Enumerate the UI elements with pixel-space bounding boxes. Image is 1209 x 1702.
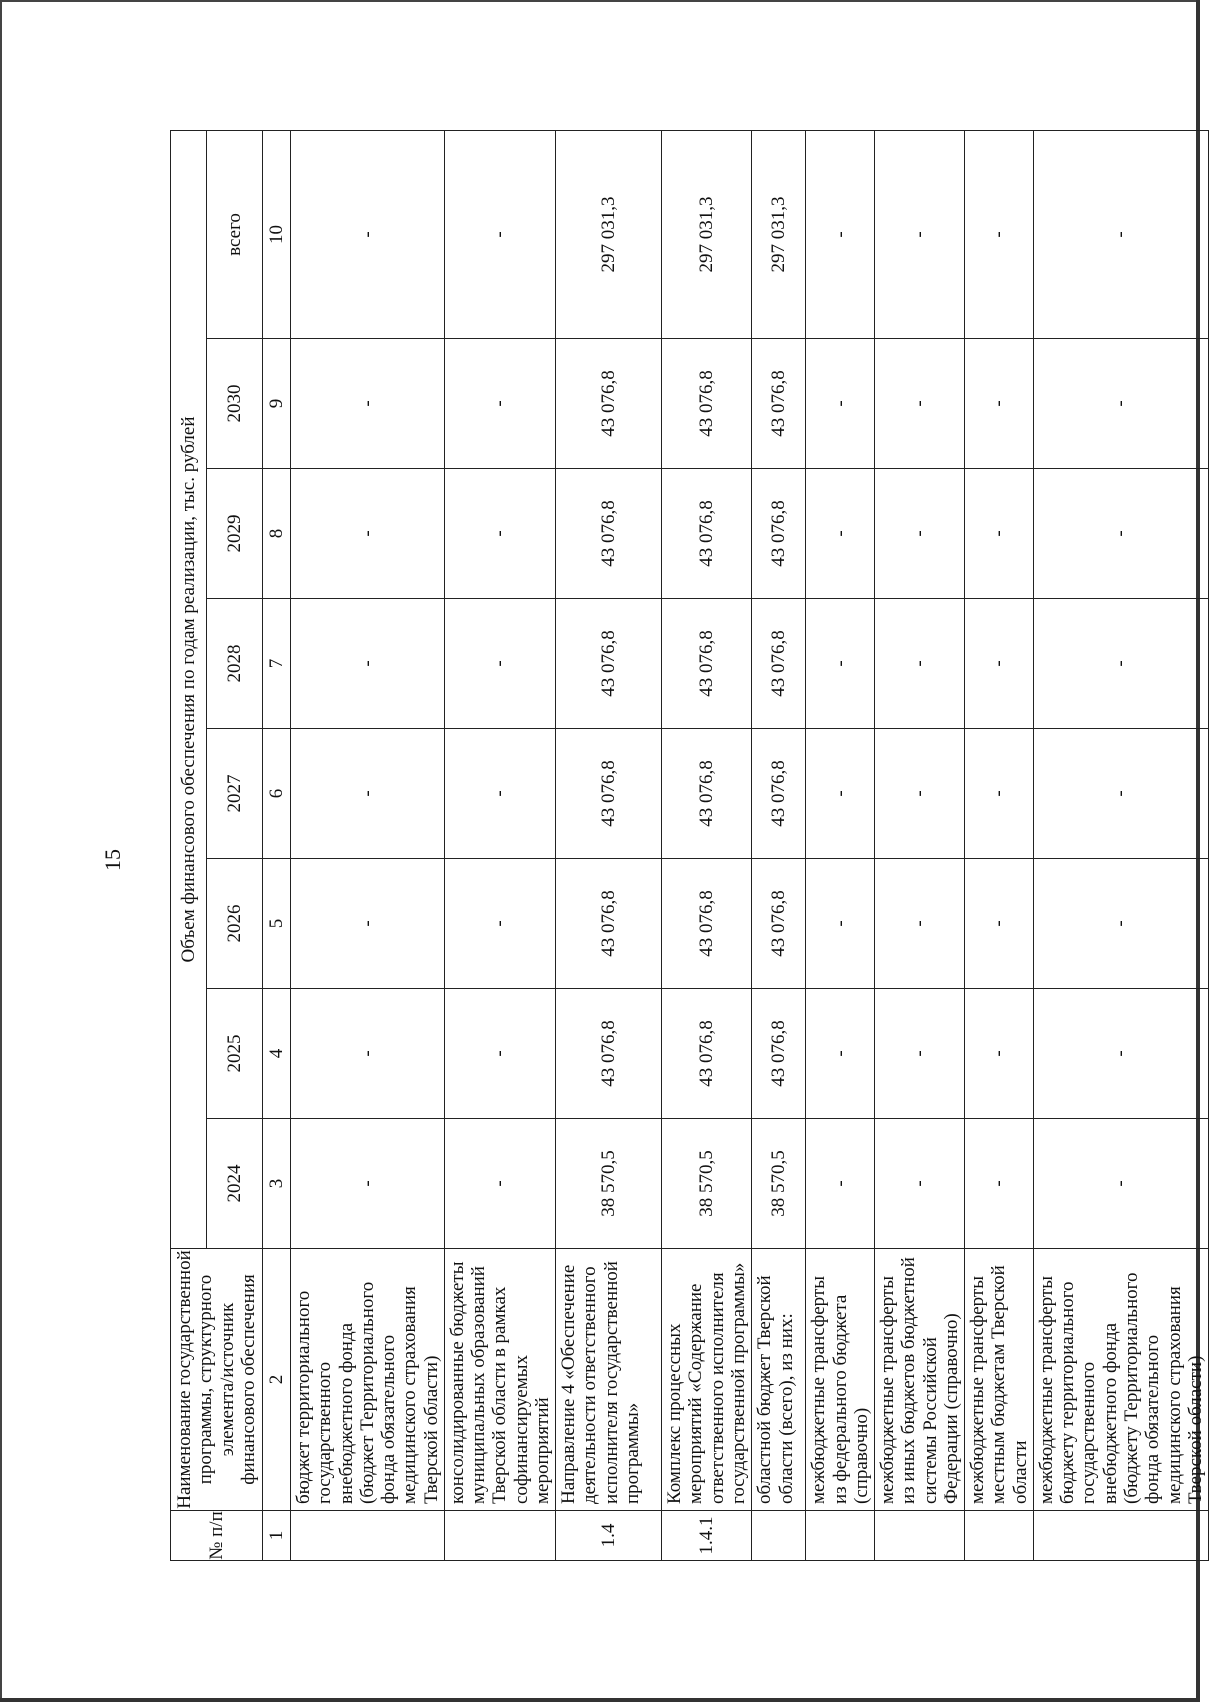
value-cell: 38 570,5	[752, 1119, 806, 1249]
value-cell: -	[965, 859, 1034, 989]
row-name: межбюджетные трансферты местным бюджетам Тверской области	[965, 1249, 1034, 1511]
row-number	[444, 1511, 555, 1561]
value-cell: 43 076,8	[752, 339, 806, 469]
row-name: межбюджетные трансферты из иных бюджетов бюджетной системы Российской Федерации (справочно)	[875, 1249, 965, 1511]
value-cell: 43 076,8	[662, 729, 752, 859]
table-row	[662, 130, 752, 1560]
column-number: 6	[263, 729, 291, 859]
value-cell: 43 076,8	[556, 599, 662, 729]
value-cell: 43 076,8	[662, 599, 752, 729]
value-cell: -	[444, 729, 555, 859]
row-number	[752, 1511, 806, 1561]
value-cell: -	[291, 859, 445, 989]
value-cell: 43 076,8	[556, 989, 662, 1119]
row-name: бюджет территориального государственного внебюджетного фонда (бюджет Территориального фонда обязательного медицинского страхования Тверской области)	[291, 1249, 445, 1511]
table-row	[1033, 130, 1208, 1560]
header-year-2030: 2030	[207, 339, 263, 469]
financing-table-rotated	[170, 131, 1206, 1561]
value-cell: -	[291, 339, 445, 469]
row-name: межбюджетные трансферты из федерального бюджета (справочно)	[806, 1249, 875, 1511]
page-border-left	[0, 0, 2, 1702]
column-number: 3	[263, 1119, 291, 1249]
value-cell: -	[875, 469, 965, 599]
column-number: 4	[263, 989, 291, 1119]
value-cell: -	[806, 469, 875, 599]
value-cell: 43 076,8	[752, 599, 806, 729]
value-cell: 43 076,8	[752, 989, 806, 1119]
value-cell: -	[444, 469, 555, 599]
header-total: всего	[207, 130, 263, 338]
value-cell: 43 076,8	[556, 859, 662, 989]
value-cell: -	[806, 1119, 875, 1249]
total-cell: 297 031,3	[556, 130, 662, 338]
value-cell: -	[965, 989, 1034, 1119]
header-year-2028: 2028	[207, 599, 263, 729]
row-number	[875, 1511, 965, 1561]
header-no: № п/п	[171, 1511, 263, 1561]
value-cell: -	[1033, 339, 1208, 469]
row-name: Комплекс процессных мероприятий «Содержание ответственного исполнителя государственной программы»	[662, 1249, 752, 1511]
row-name: консолидированные бюджеты муниципальных образований Тверской области в рамках софинансируемых мероприятий	[444, 1249, 555, 1511]
value-cell: -	[1033, 989, 1208, 1119]
value-cell: -	[875, 1119, 965, 1249]
value-cell: -	[444, 859, 555, 989]
column-number: 5	[263, 859, 291, 989]
value-cell: -	[444, 989, 555, 1119]
value-cell: -	[1033, 469, 1208, 599]
row-number	[806, 1511, 875, 1561]
header-year-2029: 2029	[207, 469, 263, 599]
value-cell: 43 076,8	[752, 469, 806, 599]
value-cell: -	[444, 599, 555, 729]
value-cell: -	[875, 729, 965, 859]
header-year-2026: 2026	[207, 859, 263, 989]
value-cell: 43 076,8	[556, 339, 662, 469]
row-number: 1.4	[556, 1511, 662, 1561]
financing-table	[170, 130, 1209, 1561]
value-cell: 38 570,5	[556, 1119, 662, 1249]
value-cell: -	[806, 859, 875, 989]
column-number: 8	[263, 469, 291, 599]
value-cell: -	[1033, 859, 1208, 989]
total-cell: -	[806, 130, 875, 338]
value-cell: -	[806, 339, 875, 469]
header-year-2024: 2024	[207, 1119, 263, 1249]
row-number	[291, 1511, 445, 1561]
total-cell: -	[875, 130, 965, 338]
value-cell: 43 076,8	[662, 469, 752, 599]
value-cell: -	[291, 1119, 445, 1249]
value-cell: -	[1033, 1119, 1208, 1249]
row-number	[965, 1511, 1034, 1561]
column-number: 7	[263, 599, 291, 729]
row-name: Направление 4 «Обеспечение деятельности ответственного исполнителя государственной программы»	[556, 1249, 662, 1511]
table-row	[875, 130, 965, 1560]
table-row	[752, 130, 806, 1560]
total-cell: -	[291, 130, 445, 338]
value-cell: -	[291, 599, 445, 729]
table-row	[556, 130, 662, 1560]
value-cell: 43 076,8	[752, 859, 806, 989]
column-number: 2	[263, 1249, 291, 1511]
header-year-2025: 2025	[207, 989, 263, 1119]
value-cell: -	[444, 1119, 555, 1249]
column-number: 1	[263, 1511, 291, 1561]
value-cell: -	[291, 469, 445, 599]
value-cell: 43 076,8	[752, 729, 806, 859]
page-border-bottom	[0, 1698, 1200, 1702]
column-number: 10	[263, 130, 291, 338]
table-row	[444, 130, 555, 1560]
value-cell: -	[965, 599, 1034, 729]
value-cell: -	[965, 469, 1034, 599]
value-cell: -	[875, 599, 965, 729]
header-name: Наименование государственной программы, структурного элемента/источник финансового обеспечения	[171, 1249, 263, 1511]
table-row	[965, 130, 1034, 1560]
value-cell: -	[965, 1119, 1034, 1249]
value-cell: 43 076,8	[662, 989, 752, 1119]
value-cell: -	[291, 729, 445, 859]
value-cell: -	[965, 729, 1034, 859]
value-cell: -	[806, 989, 875, 1119]
value-cell: -	[1033, 599, 1208, 729]
value-cell: -	[444, 339, 555, 469]
value-cell: 43 076,8	[662, 859, 752, 989]
column-number-row	[263, 130, 291, 1560]
total-cell: -	[1033, 130, 1208, 338]
value-cell: -	[806, 729, 875, 859]
table-row	[806, 130, 875, 1560]
value-cell: 43 076,8	[556, 729, 662, 859]
page-border-top	[0, 0, 1200, 2]
value-cell: -	[875, 859, 965, 989]
row-number	[1033, 1511, 1208, 1561]
value-cell: 43 076,8	[556, 469, 662, 599]
header-year-2027: 2027	[207, 729, 263, 859]
row-number: 1.4.1	[662, 1511, 752, 1561]
value-cell: 43 076,8	[662, 339, 752, 469]
value-cell: -	[875, 339, 965, 469]
value-cell: -	[1033, 729, 1208, 859]
value-cell: -	[806, 599, 875, 729]
table-row	[291, 130, 445, 1560]
row-name: межбюджетные трансферты бюджету территориального государственного внебюджетного фонда (бюджету Территориального фонда обязательного медицинского страхования Тверской области)	[1033, 1249, 1208, 1511]
total-cell: 297 031,3	[752, 130, 806, 338]
value-cell: -	[291, 989, 445, 1119]
page-number: 15	[100, 849, 125, 871]
row-name: областной бюджет Тверской области (всего), из них:	[752, 1249, 806, 1511]
value-cell: 38 570,5	[662, 1119, 752, 1249]
column-number: 9	[263, 339, 291, 469]
header-volume: Объем финансового обеспечения по годам реализации, тыс. рублей	[171, 130, 207, 1248]
value-cell: -	[875, 989, 965, 1119]
total-cell: -	[965, 130, 1034, 338]
total-cell: -	[444, 130, 555, 338]
value-cell: -	[965, 339, 1034, 469]
total-cell: 297 031,3	[662, 130, 752, 338]
